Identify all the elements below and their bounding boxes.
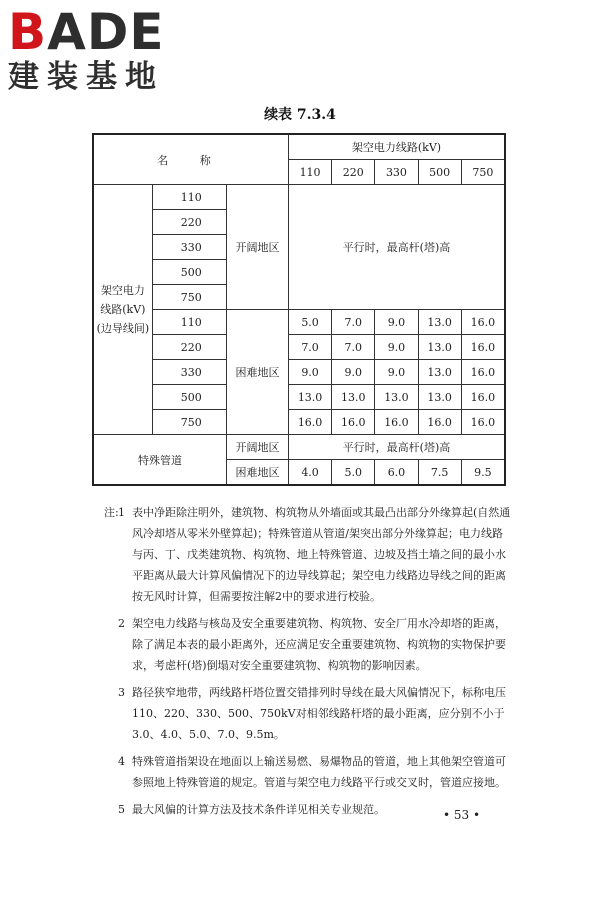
table-cell: 7.0 [288, 335, 331, 360]
notes-lead: 注: [104, 506, 119, 519]
brand-logo [8, 3, 165, 95]
table-cell: 13.0 [418, 360, 461, 385]
logo-wordmark: BADE [8, 3, 165, 61]
table-cell: 13.0 [418, 335, 461, 360]
table-cell: 16.0 [461, 335, 505, 360]
table-cell: 16.0 [461, 310, 505, 335]
table-cell: 16.0 [461, 360, 505, 385]
table-cell: 6.0 [375, 460, 418, 486]
logo-tagline: 建装基地 [8, 59, 164, 95]
table-caption: 续表 7.3.4 [264, 107, 336, 123]
header-voltage: 750 [461, 160, 505, 185]
section-overhead [93, 185, 152, 435]
table-cell: 16.0 [288, 410, 331, 435]
table-cell: 13.0 [418, 385, 461, 410]
table-cell: 4.0 [288, 460, 331, 486]
row-voltage: 110 [152, 310, 226, 335]
note-text: 表中净距除注明外，建筑物、构筑物从外墙面或其最凸出部分外缘算起(自然通风冷却塔从零米外壁算起)；特殊管道从管道/架突出部分外缘算起；电力线路与丙、丁、戊类建筑物、构筑物、地上特殊管道、边坡及挡土墙之间的最小水平距离从最大计算风偏情况下的边导线算起；架空电力线路边导线之间的距离按无风时计算，但需要按注解2中的要求进行校验。 [132, 506, 511, 603]
header-voltage: 330 [375, 160, 418, 185]
notes-section [104, 502, 513, 826]
table-cell: 9.0 [332, 360, 375, 385]
note-number: 1 [118, 506, 125, 519]
note-item [118, 751, 513, 793]
note-text: 特殊管道指架设在地面以上输送易燃、易爆物品的管道，地上其他架空管道可参照地上特殊管道的规定。管道与架空电力线路平行或交叉时，管道应接地。 [132, 755, 506, 789]
row-voltage: 500 [152, 385, 226, 410]
table-cell: 13.0 [375, 385, 418, 410]
row-voltage: 220 [152, 335, 226, 360]
row-voltage: 220 [152, 210, 226, 235]
table-cell: 7.0 [332, 310, 375, 335]
table-cell: 9.0 [288, 360, 331, 385]
note-text: 最大风偏的计算方法及技术条件详见相关专业规范。 [132, 803, 385, 816]
note-item [104, 502, 513, 607]
table-cell: 7.0 [332, 335, 375, 360]
table-cell: 7.5 [418, 460, 461, 486]
note-item [118, 682, 513, 745]
note-text: 路径狭窄地带，两线路杆塔位置交错排列时导线在最大风偏情况下，标称电压110、220、330、500、750kV对相邻线路杆塔的最小距离，应分别不小于3.0、4.0、5.0、7.0、9.5m。 [132, 686, 506, 741]
table-cell: 9.0 [375, 335, 418, 360]
row-voltage: 330 [152, 235, 226, 260]
open-area-label: 开阔地区 [226, 185, 288, 310]
note-text: 架空电力线路与核岛及安全重要建筑物、构筑物、安全厂用水冷却塔的距离，除了满足本表的最小距离外，还应满足安全重要建筑物、构筑物的实物保护要求，考虑杆(塔)倒塌对安全重要建筑物、构筑物的影响因素。 [132, 617, 506, 672]
row-voltage: 330 [152, 360, 226, 385]
page-number: • 53 • [443, 808, 481, 822]
note-item [118, 613, 513, 676]
special-open-label: 开阔地区 [226, 435, 288, 460]
note-number: 2 [118, 617, 125, 630]
table-cell: 9.0 [375, 310, 418, 335]
open-area-parallel: 平行时，最高杆(塔)高 [288, 185, 505, 310]
special-open-parallel: 平行时，最高杆(塔)高 [288, 435, 505, 460]
note-number: 3 [118, 686, 125, 699]
special-pipe-label: 特殊管道 [93, 435, 226, 486]
table-cell: 16.0 [375, 410, 418, 435]
clearance-table [92, 133, 506, 486]
note-number: 4 [118, 755, 125, 768]
overhead-label-1: 架空电力 [100, 284, 145, 297]
table-cell: 13.0 [418, 310, 461, 335]
row-voltage: 110 [152, 185, 226, 210]
special-difficult-label: 困难地区 [226, 460, 288, 486]
table-cell: 16.0 [461, 385, 505, 410]
row-voltage: 500 [152, 260, 226, 285]
header-voltage: 220 [332, 160, 375, 185]
row-voltage: 750 [152, 410, 226, 435]
difficult-area-label: 困难地区 [226, 310, 288, 435]
table-cell: 16.0 [332, 410, 375, 435]
table-cell: 13.0 [332, 385, 375, 410]
table-cell: 13.0 [288, 385, 331, 410]
header-name: 名 称 [93, 134, 288, 185]
table-cell: 9.0 [375, 360, 418, 385]
row-voltage: 750 [152, 285, 226, 310]
header-group: 架空电力线路(kV) [288, 134, 505, 160]
table-cell: 5.0 [288, 310, 331, 335]
header-voltage: 500 [418, 160, 461, 185]
overhead-label-2: 线路(kV) [100, 303, 146, 316]
overhead-label-3: (边导线间) [96, 322, 150, 335]
header-voltage: 110 [288, 160, 331, 185]
table-cell: 16.0 [418, 410, 461, 435]
table-cell: 9.5 [461, 460, 505, 486]
note-number: 5 [118, 803, 125, 816]
table-cell: 5.0 [332, 460, 375, 486]
table-cell: 16.0 [461, 410, 505, 435]
